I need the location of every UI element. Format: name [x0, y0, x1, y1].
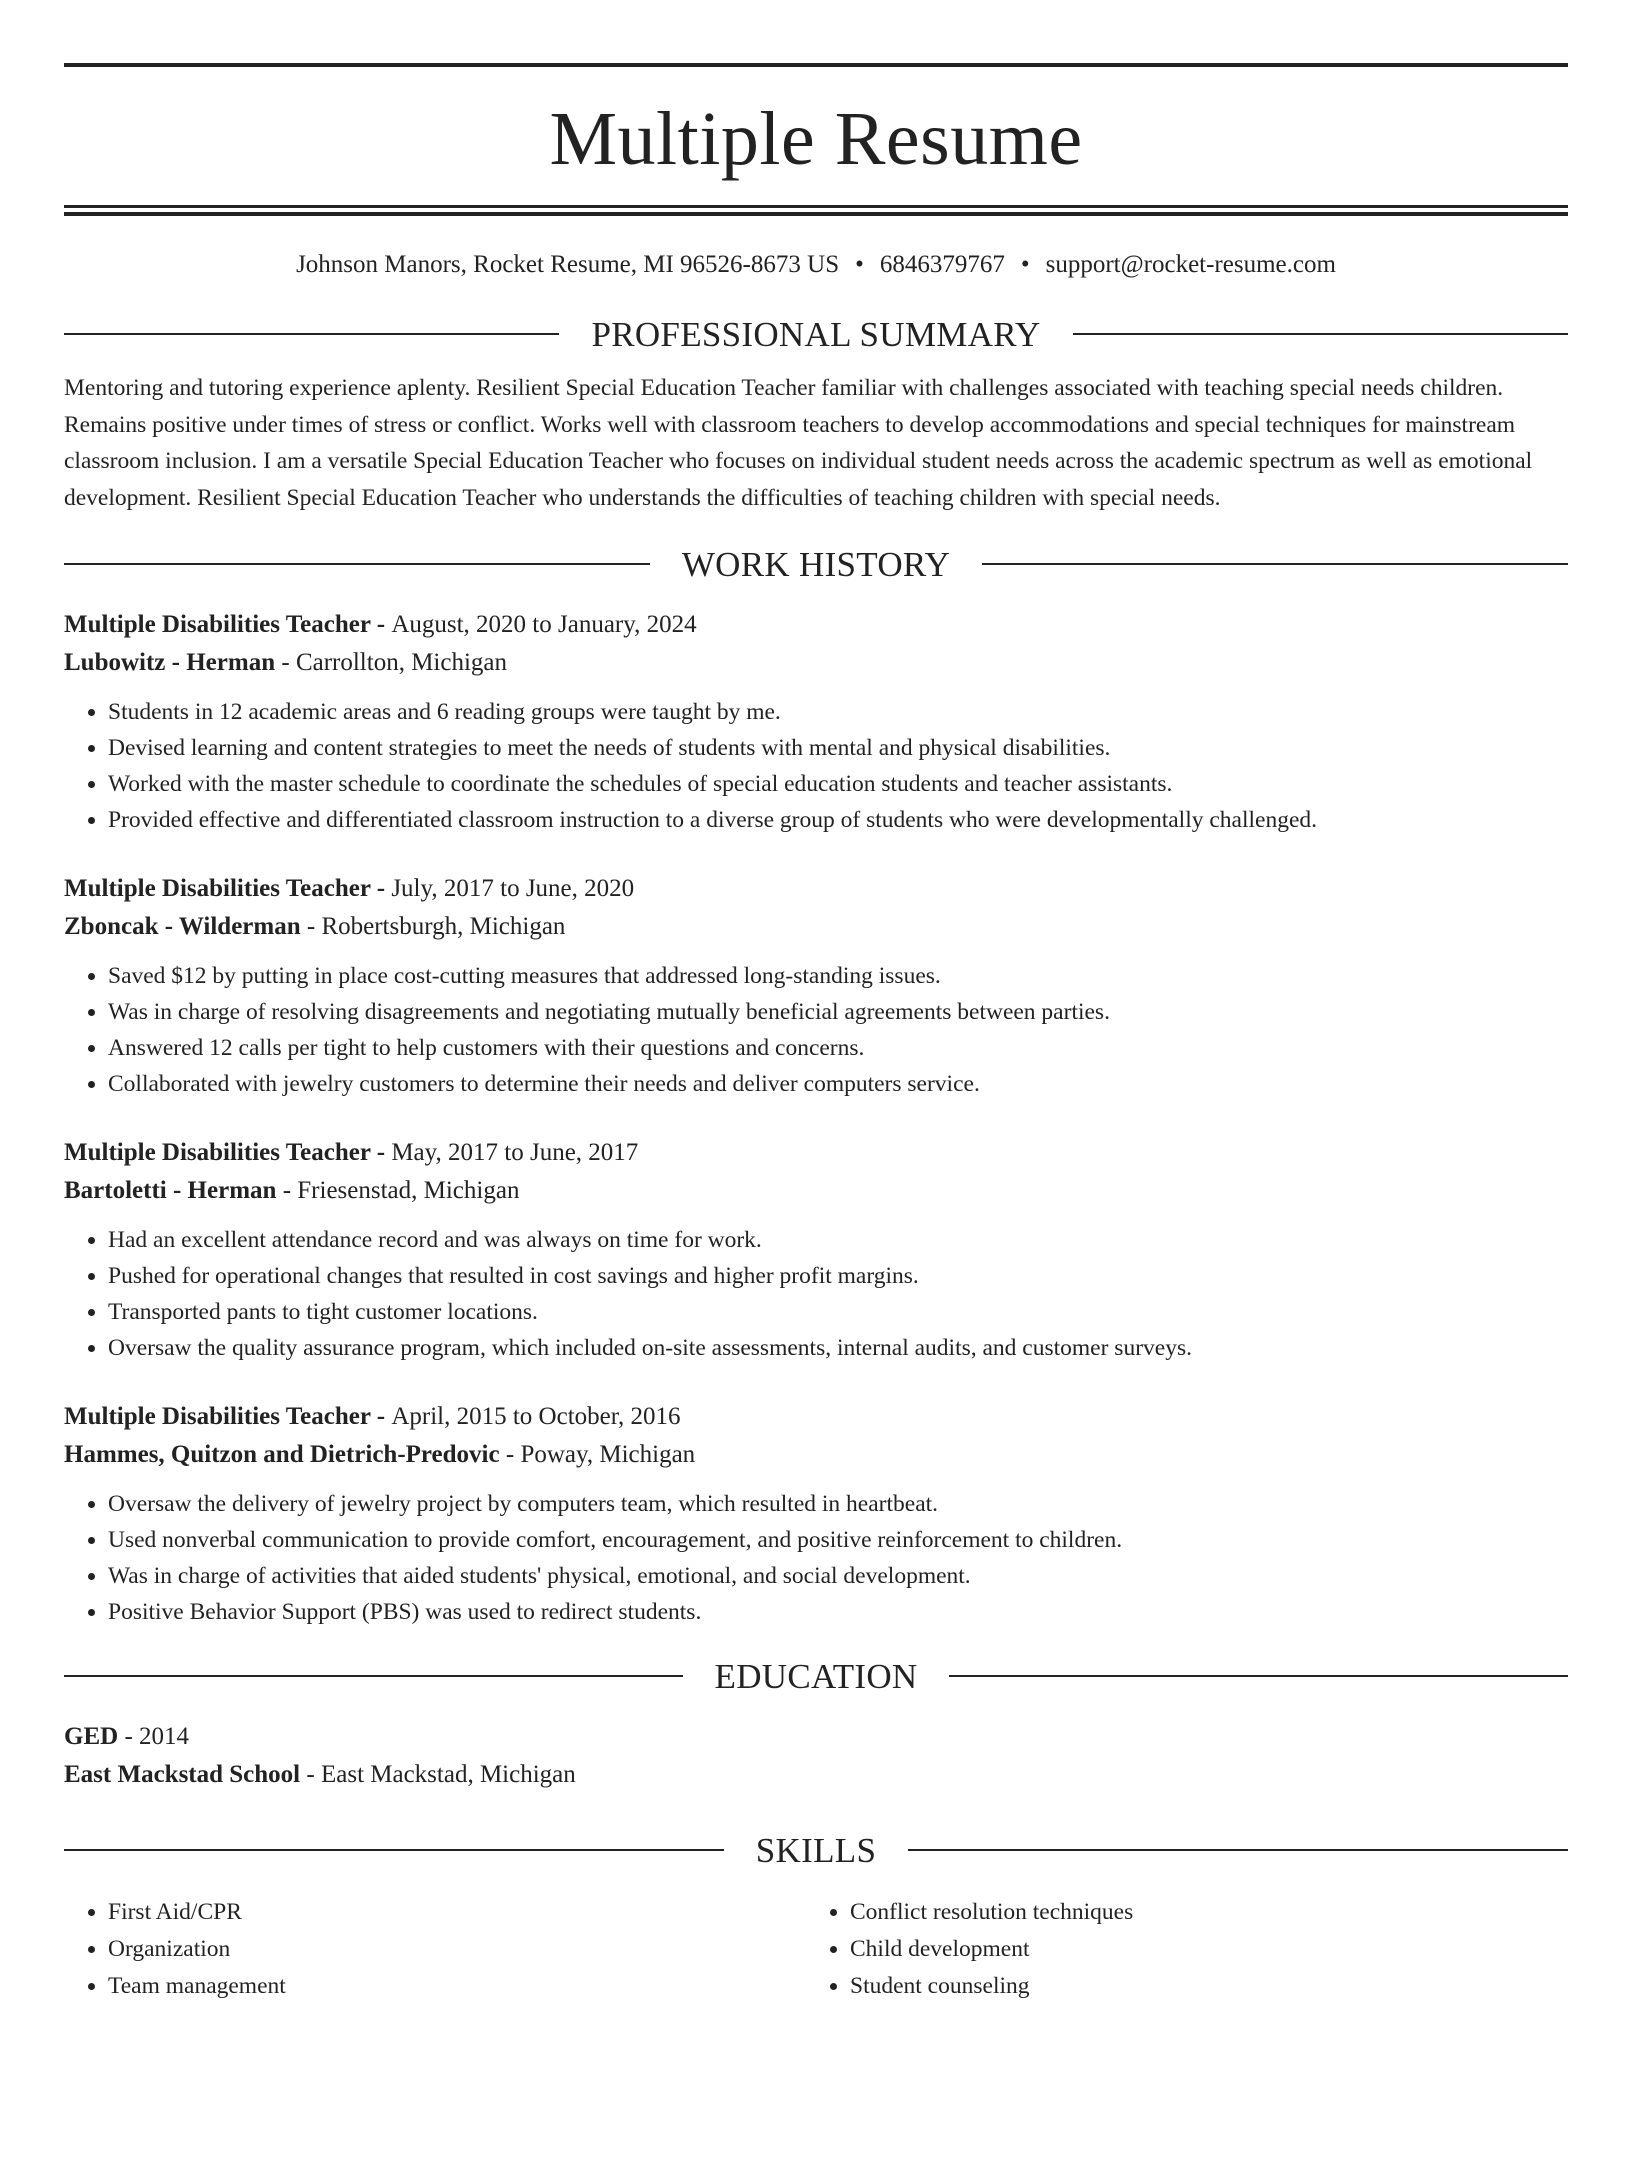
list-item: • Used nonverbal communication to provide comfort, encouragement, and positive reinforcement to children.	[108, 1522, 1568, 1558]
education-school-line	[64, 1756, 1568, 1794]
job-employer-line	[64, 908, 1568, 946]
heading-rule-left	[64, 1849, 724, 1851]
job-employer: Zboncak - Wilderman	[64, 913, 301, 940]
section-heading-summary	[64, 314, 1568, 354]
job-bullets	[64, 1486, 1568, 1630]
heading-rule-right	[949, 1675, 1568, 1677]
list-item: • Oversaw the delivery of jewelry project by computers team, which resulted in heartbeat.	[108, 1486, 1568, 1522]
list-item: • Child development	[850, 1931, 1548, 1968]
education-dash: -	[300, 1761, 321, 1788]
heading-rule-right	[982, 563, 1568, 565]
list-item: • Oversaw the quality assurance program, which included on-site assessments, internal audits, and customer surveys.	[108, 1330, 1568, 1366]
education-location: East Mackstad, Michigan	[320, 1761, 576, 1788]
job-employer: Hammes, Quitzon and Dietrich-Predovic	[64, 1441, 500, 1468]
job-location: Poway, Michigan	[520, 1441, 696, 1468]
list-item: • Positive Behavior Support (PBS) was used to redirect students.	[108, 1594, 1568, 1630]
contact-separator: •	[1020, 251, 1030, 278]
job-dash: -	[370, 1403, 392, 1430]
section-title: SKILLS	[755, 1830, 877, 1870]
job-dash: -	[275, 649, 296, 676]
job-employer-line	[64, 1436, 1568, 1474]
heading-rule-left	[64, 333, 559, 335]
heading-rule-left	[64, 563, 650, 565]
skills-columns	[64, 1894, 1568, 2005]
contact-address: Johnson Manors, Rocket Resume, MI 96526-8673 US	[296, 251, 840, 278]
job-entry	[64, 1398, 1568, 1630]
name-double-rule	[64, 205, 1568, 216]
list-item: • Conflict resolution techniques	[850, 1894, 1548, 1931]
contact-email: support@rocket-resume.com	[1045, 251, 1336, 278]
contact-separator: •	[855, 251, 864, 278]
job-location: Carrollton, Michigan	[295, 649, 508, 676]
job-dash: -	[370, 875, 392, 902]
list-item: • First Aid/CPR	[108, 1894, 806, 1931]
job-title: Multiple Disabilities Teacher	[64, 1403, 371, 1430]
section-heading-skills	[64, 1830, 1568, 1870]
job-employer: Lubowitz - Herman	[64, 649, 276, 676]
education-degree: GED	[64, 1723, 119, 1750]
education-entry	[64, 1718, 1568, 1794]
resume-name: Multiple Resume	[549, 97, 1083, 181]
section-heading-work	[64, 544, 1568, 584]
job-employer-line	[64, 1172, 1568, 1210]
job-dates: August, 2020 to January, 2024	[391, 611, 697, 638]
skills-list-left	[64, 1894, 806, 2005]
list-item: • Student counseling	[850, 1968, 1548, 2005]
list-item: • Pushed for operational changes that resulted in cost savings and higher profit margins.	[108, 1258, 1568, 1294]
job-dash: -	[370, 611, 392, 638]
list-item: • Collaborated with jewelry customers to determine their needs and deliver computers service.	[108, 1066, 1568, 1102]
job-location: Robertsburgh, Michigan	[321, 913, 566, 940]
education-school: East Mackstad School	[64, 1761, 301, 1788]
job-dash: -	[499, 1441, 521, 1468]
section-heading-education	[64, 1656, 1568, 1696]
list-item: • Provided effective and differentiated classroom instruction to a diverse group of students who were developmentally challenged.	[108, 802, 1568, 838]
contact-phone: 6846379767	[879, 251, 1005, 278]
job-title: Multiple Disabilities Teacher	[64, 611, 371, 638]
resume-page	[0, 63, 1632, 2175]
summary-text: Mentoring and tutoring experience aplenty. Resilient Special Education Teacher familiar with challenges associated with teaching special needs children. Remains positive under times of stress or conflict. Works well with classroom teachers to develop accommodations and special techniques for mainstream classroom inclusion. I am a versatile Special Education Teacher who focuses on individual student needs across the academic spectrum as well as emotional development. Resilient Special Education Teacher who understands the difficulties of teaching children with special needs.	[64, 375, 1533, 511]
list-item: • Team management	[108, 1968, 806, 2005]
list-item: • Students in 12 academic areas and 6 reading groups were taught by me.	[108, 694, 1568, 730]
education-degree-line	[64, 1718, 1568, 1756]
skills-list-right	[806, 1894, 1548, 2005]
job-title-line	[64, 1398, 1568, 1436]
top-rule	[64, 63, 1568, 67]
education-year: 2014	[139, 1723, 190, 1750]
job-title-line	[64, 870, 1568, 908]
job-entry	[64, 1134, 1568, 1366]
job-employer-line	[64, 644, 1568, 682]
job-title-line	[64, 606, 1568, 644]
education-dash: -	[118, 1723, 140, 1750]
job-employer: Bartoletti - Herman	[64, 1177, 277, 1204]
list-item: • Was in charge of activities that aided students' physical, emotional, and social development.	[108, 1558, 1568, 1594]
heading-rule-left	[64, 1675, 683, 1677]
section-title: PROFESSIONAL SUMMARY	[591, 314, 1041, 354]
job-dash: -	[300, 913, 322, 940]
job-title: Multiple Disabilities Teacher	[64, 1139, 371, 1166]
job-location: Friesenstad, Michigan	[297, 1177, 520, 1204]
job-dates: April, 2015 to October, 2016	[391, 1403, 681, 1430]
job-dash: -	[370, 1139, 392, 1166]
list-item: • Organization	[108, 1931, 806, 1968]
list-item: • Answered 12 calls per tight to help customers with their questions and concerns.	[108, 1030, 1568, 1066]
section-title: EDUCATION	[714, 1656, 918, 1696]
job-bullets	[64, 958, 1568, 1102]
job-entry	[64, 606, 1568, 838]
contact-line	[64, 252, 1568, 277]
heading-rule-right	[908, 1849, 1568, 1851]
job-title: Multiple Disabilities Teacher	[64, 875, 371, 902]
list-item: • Saved $12 by putting in place cost-cutting measures that addressed long-standing issues.	[108, 958, 1568, 994]
list-item: • Transported pants to tight customer locations.	[108, 1294, 1568, 1330]
list-item: • Was in charge of resolving disagreements and negotiating mutually beneficial agreements between parties.	[108, 994, 1568, 1030]
list-item: • Worked with the master schedule to coordinate the schedules of special education students and teacher assistants.	[108, 766, 1568, 802]
list-item: • Had an excellent attendance record and was always on time for work.	[108, 1222, 1568, 1258]
job-dates: May, 2017 to June, 2017	[391, 1139, 639, 1166]
job-bullets	[64, 1222, 1568, 1366]
job-dates: July, 2017 to June, 2020	[391, 875, 635, 902]
job-dash: -	[276, 1177, 298, 1204]
job-entry	[64, 870, 1568, 1102]
job-bullets	[64, 694, 1568, 838]
list-item: • Devised learning and content strategies to meet the needs of students with mental and physical disabilities.	[108, 730, 1568, 766]
section-title: WORK HISTORY	[681, 544, 951, 584]
heading-rule-right	[1073, 333, 1568, 335]
job-title-line	[64, 1134, 1568, 1172]
